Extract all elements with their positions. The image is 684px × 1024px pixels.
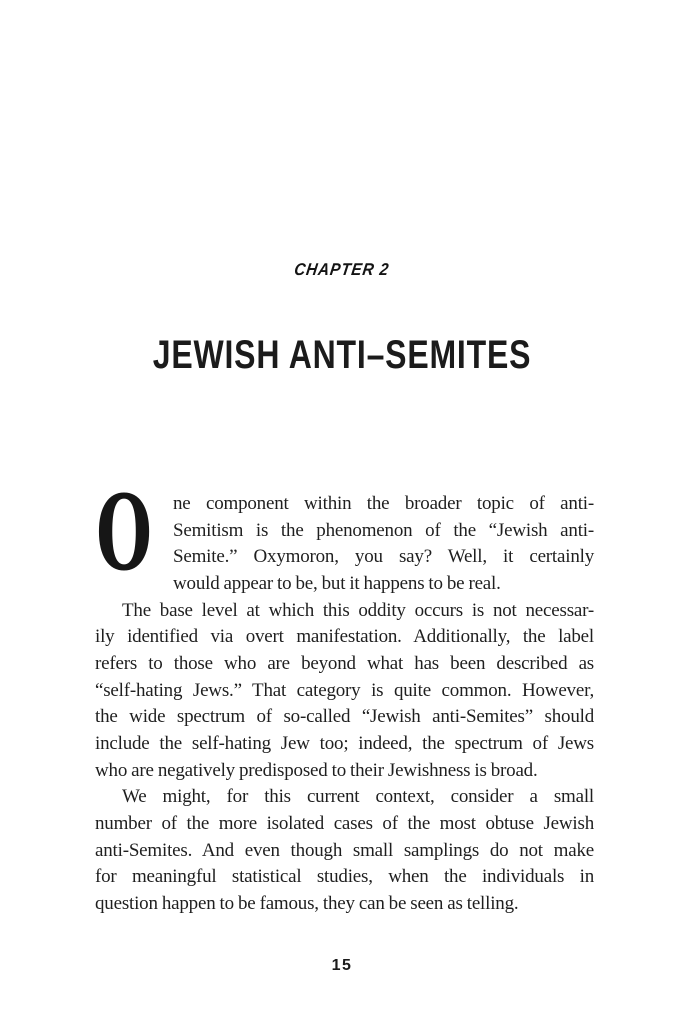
text-line: ily identified via overt manifestation. Additionally, the label xyxy=(95,626,594,648)
text-line: We might, for this current context, consider a small xyxy=(122,786,594,808)
paragraph-1 xyxy=(95,474,594,598)
text-line: who are negatively predisposed to their Jewishness is broad. xyxy=(95,759,538,781)
text-line: the wide spectrum of so-called “Jewish anti-Semites” should xyxy=(95,706,594,728)
text-line: for meaningful statistical studies, when the individuals in xyxy=(95,866,594,888)
text-line: The base level at which this oddity occurs is not necessar- xyxy=(122,599,594,621)
text-line: anti-Semites. And even though small samplings do not make xyxy=(95,839,594,861)
body-text xyxy=(95,474,594,918)
text-line: Semite.” Oxymoron, you say? Well, it certainly xyxy=(173,546,594,568)
text-line: refers to those who are beyond what has been described as xyxy=(95,653,594,675)
paragraph-3 xyxy=(95,784,594,917)
page-number: 15 xyxy=(331,957,353,974)
text-line: ne component within the broader topic of anti- xyxy=(173,493,594,514)
text-line: would appear to be, but it happens to be real. xyxy=(173,573,501,595)
chapter-title: JEWISH ANTI–SEMITES xyxy=(152,333,532,377)
text-line: question happen to be famous, they can be seen as telling. xyxy=(95,893,519,915)
text-line: number of the more isolated cases of the most obtuse Jewish xyxy=(95,813,594,835)
text-line: “self-hating Jews.” That category is quite common. However, xyxy=(95,679,594,701)
text-line: include the self-hating Jew too; indeed, the spectrum of Jews xyxy=(95,733,594,755)
drop-cap xyxy=(95,474,153,595)
chapter-label: CHAPTER 2 xyxy=(293,260,391,279)
paragraph-2 xyxy=(95,598,594,785)
text-line: Semitism is the phenomenon of the “Jewish anti- xyxy=(173,519,594,541)
drop-cap-letter: O xyxy=(96,474,152,595)
chapter-label-container xyxy=(0,260,684,280)
